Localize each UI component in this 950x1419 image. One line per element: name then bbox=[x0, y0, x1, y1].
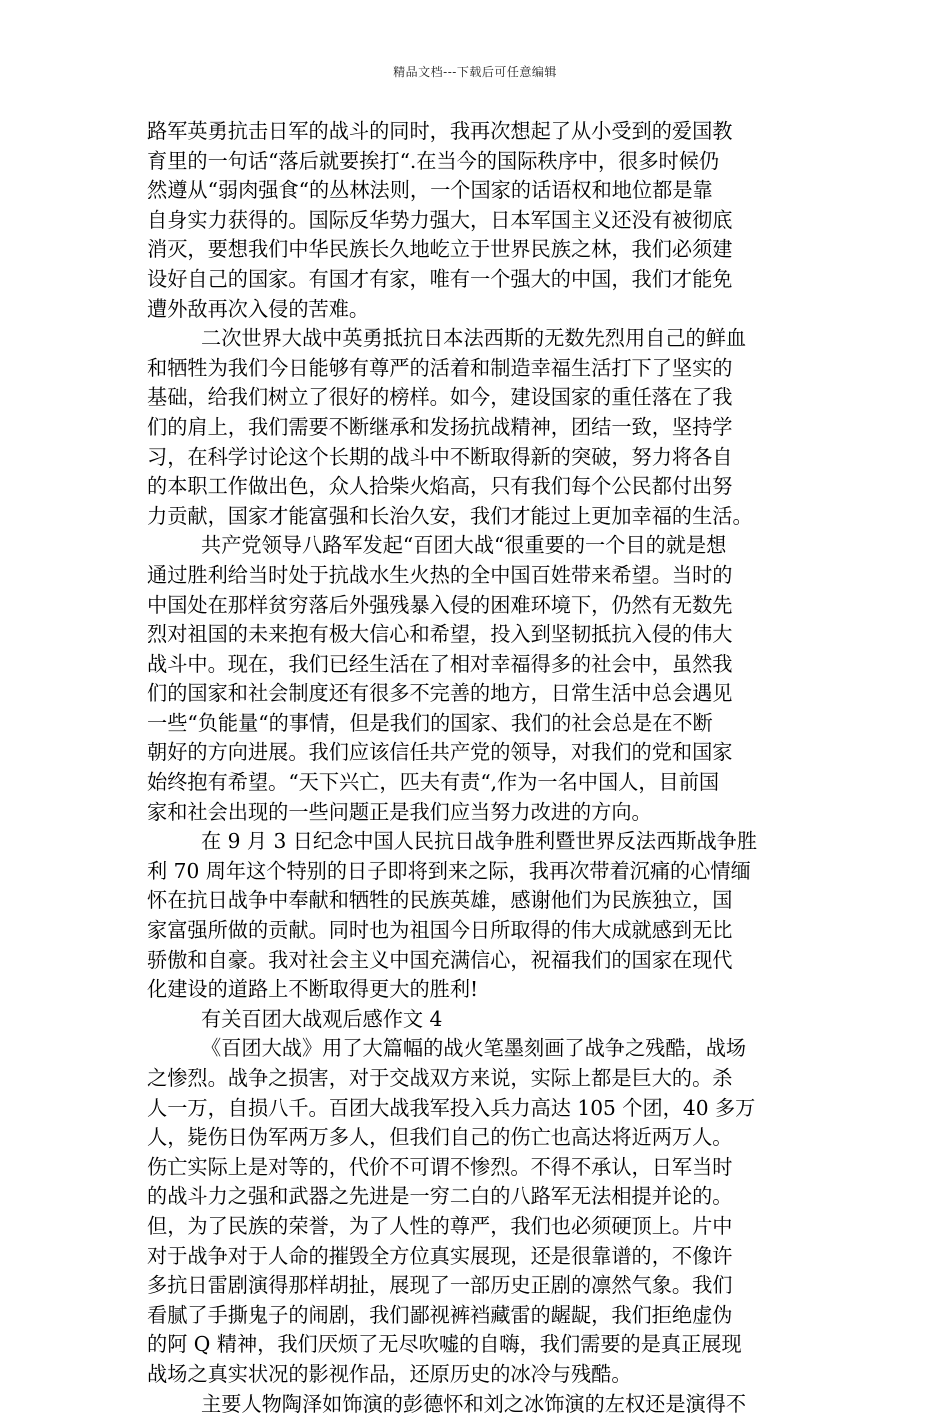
text-line: 中国处在那样贫穷落后外强残暴入侵的困难环境下，仍然有无数先 bbox=[147, 592, 733, 617]
text-line: 骄傲和自豪。我对社会主义中国充满信心，祝福我们的国家在现代 bbox=[147, 947, 733, 972]
text-line: 朝好的方向进展。我们应该信任共产党的领导，对我们的党和国家 bbox=[147, 740, 733, 765]
text-line: 共产党领导八路军发起“百团大战“很重要的一个目的就是想 bbox=[201, 533, 727, 558]
text-line: 有关百团大战观后感作文 4 bbox=[201, 1006, 443, 1031]
text-line: 然遵从“弱肉强食“的丛林法则，一个国家的话语权和地位都是靠 bbox=[147, 178, 713, 203]
text-line: 伤亡实际上是对等的，代价不可谓不惨烈。不得不承认，日军当时 bbox=[147, 1154, 733, 1179]
text-line: 利 70 周年这个特别的日子即将到来之际，我再次带着沉痛的心情缅 bbox=[147, 858, 751, 883]
text-line: 通过胜利给当时处于抗战水生火热的全中国百姓带来希望。当时的 bbox=[147, 562, 733, 587]
text-line: 育里的一句话“落后就要挨打“.在当今的国际秩序中，很多时候仍 bbox=[147, 148, 720, 173]
text-line: 习，在科学讨论这个长期的战斗中不断取得新的突破，努力将各自 bbox=[147, 444, 733, 469]
text-line: 二次世界大战中英勇抵抗日本法西斯的无数先烈用自己的鲜血 bbox=[201, 326, 747, 351]
text-line: 路军英勇抗击日军的战斗的同时，我再次想起了从小受到的爱国教 bbox=[147, 119, 733, 143]
text-line: 始终抱有希望。“天下兴亡，匹夫有责“,作为一名中国人，目前国 bbox=[147, 770, 720, 795]
text-line: 们的国家和社会制度还有很多不完善的地方，日常生活中总会遇见 bbox=[147, 681, 733, 706]
text-line: 但，为了民族的荣誉，为了人性的尊严，我们也必须硬顶上。片中 bbox=[147, 1213, 733, 1238]
text-line: 化建设的道路上不断取得更大的胜利! bbox=[147, 977, 479, 1002]
text-line: 人，毙伤日伪军两万多人，但我们自己的伤亡也高达将近两万人。 bbox=[147, 1125, 733, 1150]
body-text bbox=[147, 117, 812, 1419]
text-line: 自身实力获得的。国际反华势力强大，日本军国主义还没有被彻底 bbox=[147, 207, 733, 232]
text-line: 力贡献，国家才能富强和长治久安，我们才能过上更加幸福的生活。 bbox=[147, 503, 753, 528]
text-line: 在 9 月 3 日纪念中国人民抗日战争胜利暨世界反法西斯战争胜 bbox=[201, 829, 758, 854]
text-line: 的本职工作做出色，众人拾柴火焰高，只有我们每个公民都付出努 bbox=[147, 474, 733, 499]
text-line: 一些“负能量“的事情，但是我们的国家、我们的社会总是在不断 bbox=[147, 710, 713, 735]
text-line: 的阿 Q 精神，我们厌烦了无尽吹嘘的自嗨，我们需要的是真正展现 bbox=[147, 1332, 742, 1357]
text-line: 对于战争对于人命的摧毁全方位真实展现，还是很靠谱的，不像许 bbox=[147, 1243, 733, 1268]
text-line: 设好自己的国家。有国才有家，唯有一个强大的中国，我们才能免 bbox=[147, 266, 733, 291]
text-line: 《百团大战》用了大篇幅的战火笔墨刻画了战争之残酷，战场 bbox=[201, 1036, 747, 1061]
text-line: 遭外敌再次入侵的苦难。 bbox=[147, 296, 370, 321]
text-line: 战场之真实状况的影视作品，还原历史的冰冷与残酷。 bbox=[147, 1361, 632, 1386]
text-line: 的战斗力之强和武器之先进是一穷二白的八路军无法相提并论的。 bbox=[147, 1184, 733, 1209]
text-line: 主要人物陶泽如饰演的彭德怀和刘之冰饰演的左权还是演得不 bbox=[201, 1391, 747, 1416]
text-line: 和牺牲为我们今日能够有尊严的活着和制造幸福生活打下了坚实的 bbox=[147, 355, 733, 380]
text-line: 看腻了手撕鬼子的闹剧，我们鄙视裤裆藏雷的龌龊，我们拒绝虚伪 bbox=[147, 1302, 733, 1327]
text-line: 多抗日雷剧演得那样胡扯，展现了一部历史正剧的凛然气象。我们 bbox=[147, 1273, 733, 1298]
text-line: 家富强所做的贡献。同时也为祖国今日所取得的伟大成就感到无比 bbox=[147, 918, 733, 943]
page-header: 精品文档---下载后可任意编辑 bbox=[393, 65, 557, 79]
text-line: 基础，给我们树立了很好的榜样。如今，建设国家的重任落在了我 bbox=[147, 385, 733, 410]
text-line: 们的肩上，我们需要不断继承和发扬抗战精神，团结一致，坚持学 bbox=[147, 414, 733, 439]
text-line: 怀在抗日战争中奉献和牺牲的民族英雄，感谢他们为民族独立，国 bbox=[147, 888, 733, 913]
text-line: 烈对祖国的未来抱有极大信心和希望，投入到坚韧抵抗入侵的伟大 bbox=[147, 622, 733, 647]
text-line: 消灭，要想我们中华民族长久地屹立于世界民族之林，我们必须建 bbox=[147, 237, 733, 262]
text-line: 战斗中。现在，我们已经生活在了相对幸福得多的社会中，虽然我 bbox=[147, 651, 733, 676]
text-line: 家和社会出现的一些问题正是我们应当努力改进的方向。 bbox=[147, 799, 652, 824]
text-line: 之惨烈。战争之损害，对于交战双方来说，实际上都是巨大的。杀 bbox=[147, 1066, 733, 1090]
text-line: 人一万，自损八千。百团大战我军投入兵力高达 105 个团，40 多万 bbox=[147, 1095, 756, 1120]
